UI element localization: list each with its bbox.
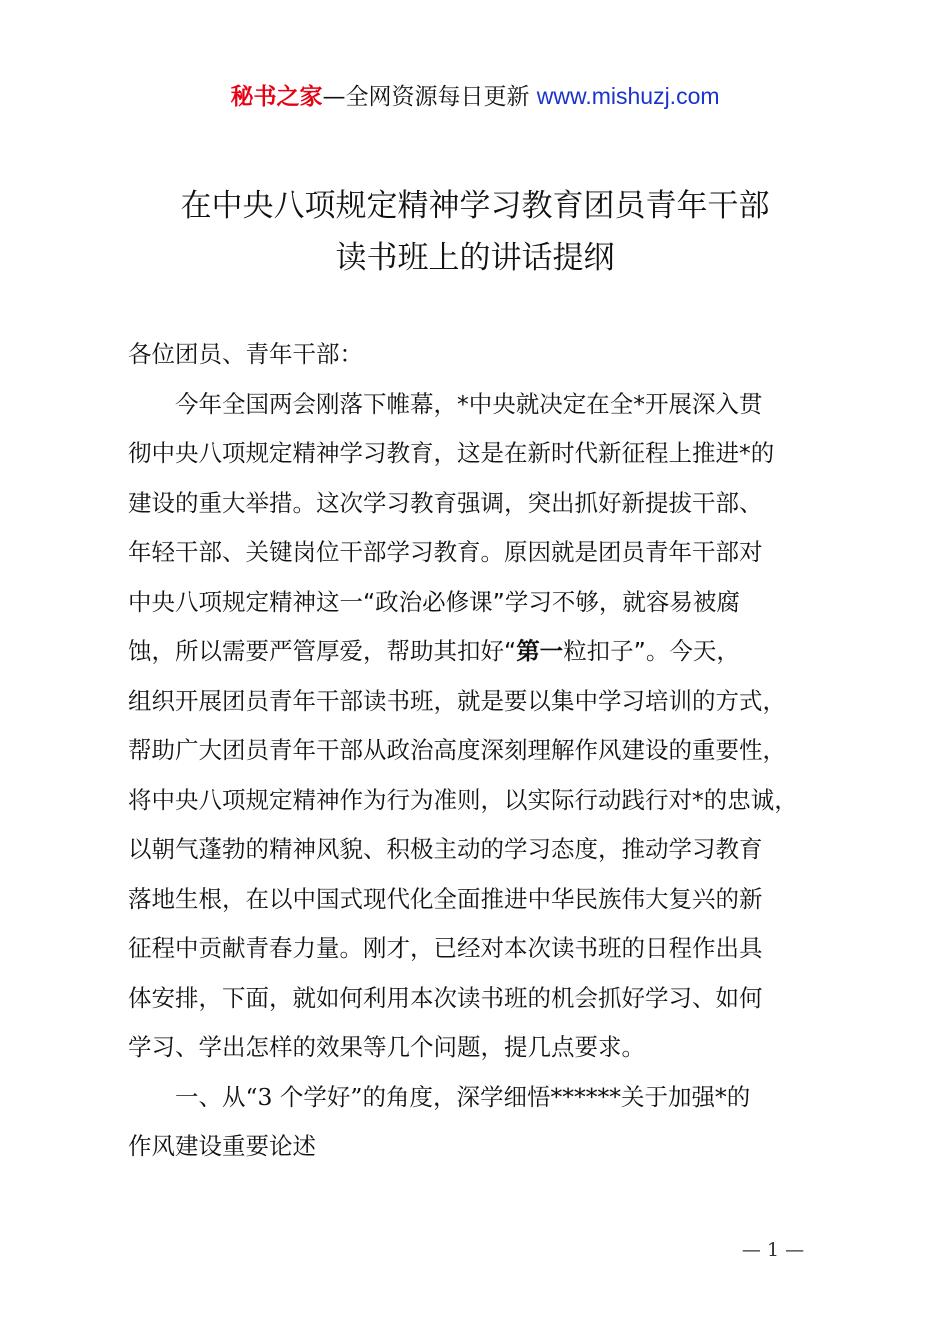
paragraph-line [128,627,828,677]
paragraph-line: 体安排，下面，就如何利用本次读书班的机会抓好学习、如何 [128,983,763,1012]
paragraph-text: 蚀，所以需要严管厚爱，帮助其扣好“ [128,637,517,665]
site-banner [0,80,950,113]
paragraph-intro [128,380,828,1073]
paragraph-line: 将中央八项规定精神作为行为准则，以实际行动践行对*的忠诚， [128,785,798,814]
paragraph-line: 建设的重大举措。这次学习教育强调，突出抓好新提拔干部、 [128,488,763,517]
paragraph-line: 中央八项规定精神这一“政治必修课”学习不够，就容易被腐 [128,587,740,616]
paragraph-line: 以朝气蓬勃的精神风貌、积极主动的学习态度，推动学习教育 [128,835,763,863]
paragraph-line: 帮助广大团员青年干部从政治高度深刻理解作风建设的重要性， [128,736,786,764]
page-number: — 1 — [741,1239,805,1261]
paragraph-line: 彻中央八项规定精神学习教育，这是在新时代新征程上推进*的 [128,439,775,467]
brand-name: 秘书之家 [230,84,323,110]
paragraph-line: 征程中贡献青春力量。刚才，已经对本次读书班的日程作出具 [128,934,763,962]
banner-tagline: —全网资源每日更新 [322,84,530,110]
paragraph-line: 学习、学出怎样的效果等几个问题，提几点要求。 [128,1033,645,1061]
title-line-1: 在中央八项规定精神学习教育团员青年干部 [180,188,770,224]
paragraph-text: 粒扣子”。今天， [563,637,740,665]
paragraph-line: 年轻干部、关键岗位干部学习教育。原因就是团员青年干部对 [128,538,763,566]
paragraph-line: 今年全国两会刚落下帷幕，*中央就决定在全*开展深入贯 [175,389,763,418]
title-line-2: 读书班上的讲话提纲 [335,240,615,276]
document-body [128,330,828,1172]
section-heading-line: 作风建设重要论述 [128,1132,316,1160]
section-heading-line: 一、从“3 个学好”的角度，深学细悟******关于加强*的 [175,1082,751,1111]
section-heading-1 [128,1073,828,1172]
site-url-link[interactable]: www.mishuzj.com [536,83,720,109]
paragraph-line: 落地生根，在以中国式现代化全面推进中华民族伟大复兴的新 [128,884,763,913]
paragraph-line: 组织开展团员青年干部读书班，就是要以集中学习培训的方式， [128,686,786,715]
bold-emphasis: 第一 [516,637,564,665]
document-title [0,180,950,284]
greeting: 各位团员、青年干部： [128,340,363,368]
